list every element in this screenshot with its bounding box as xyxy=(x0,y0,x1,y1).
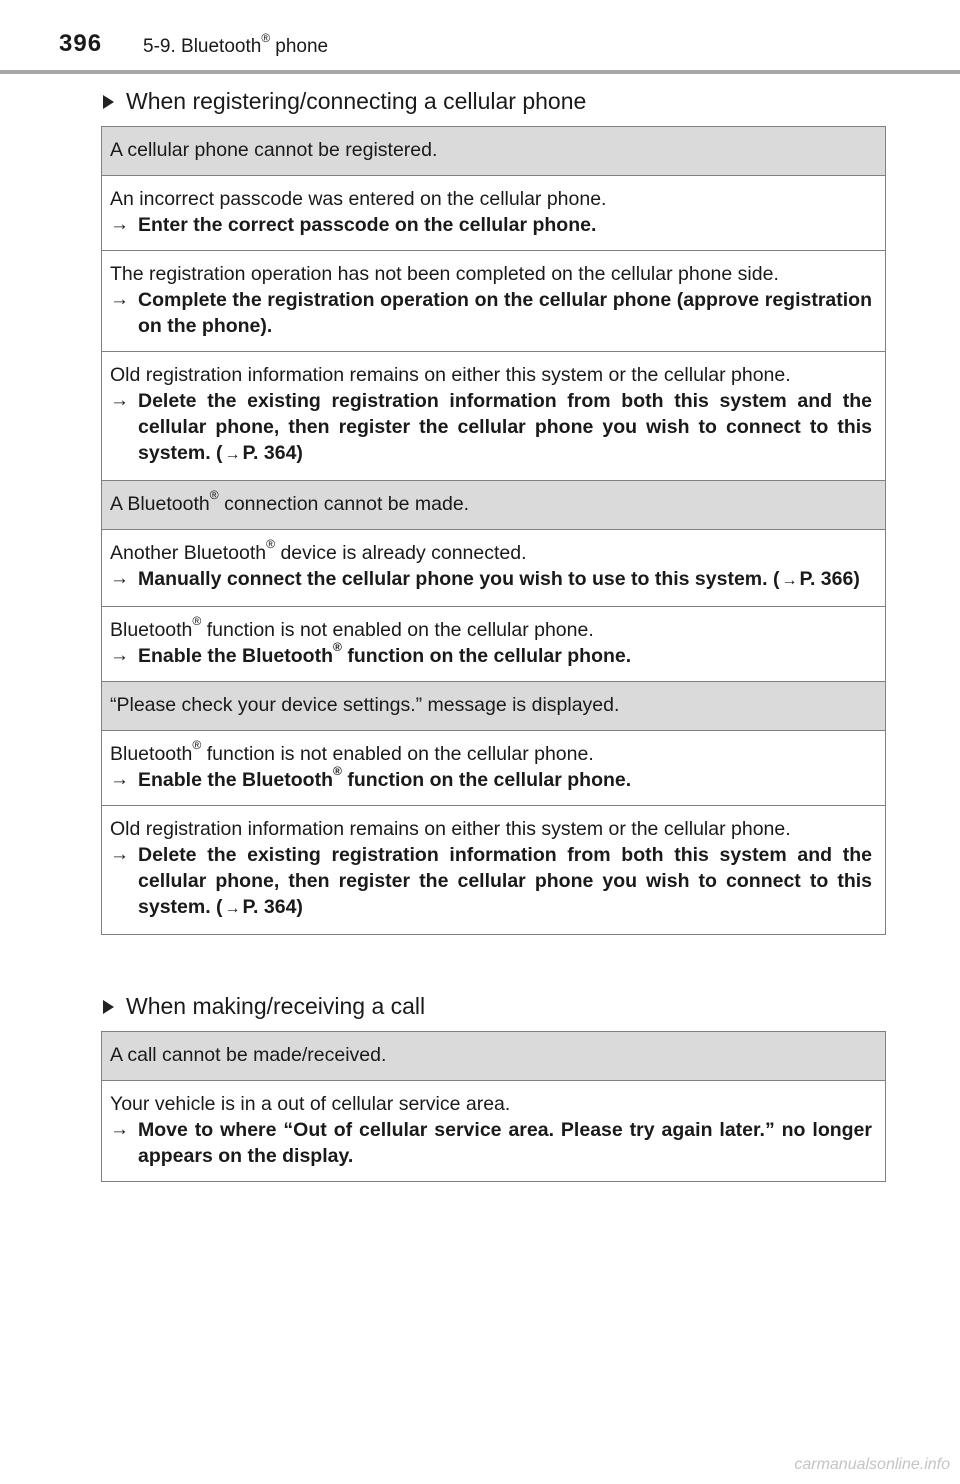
table-row xyxy=(102,530,885,607)
remedy-text: → Enable the Bluetooth® function on the cellular phone. xyxy=(110,640,632,667)
arrow-right-icon: → xyxy=(110,214,129,235)
remedy-text: → Complete the registration operation on the cellular phone (approve registration on the phone). xyxy=(110,289,872,337)
table-row xyxy=(102,731,885,806)
page-reference[interactable]: P. 364) xyxy=(242,896,303,918)
cause-text: Old registration information remains on either this system or the cellular phone. xyxy=(110,818,791,840)
troubleshoot-table-registering xyxy=(101,126,886,935)
header-rule xyxy=(0,70,960,74)
remedy-text: → Delete the existing registration information from both this system and the cellular phone, then register the cellular phone you wish to connect to this system. ( → P. 364) xyxy=(110,390,872,464)
table-heading: A cellular phone cannot be registered. xyxy=(102,127,885,176)
table-row xyxy=(102,806,885,934)
arrow-right-icon: → xyxy=(110,645,129,666)
page-reference[interactable]: P. 366) xyxy=(799,568,860,590)
table-row xyxy=(102,607,885,682)
troubleshoot-table-calls xyxy=(101,1031,886,1182)
table-heading: A Bluetooth® connection cannot be made. xyxy=(102,481,885,530)
cause-text: Bluetooth® function is not enabled on the cellular phone. xyxy=(110,614,594,641)
remedy-text: → Enter the correct passcode on the cellular phone. xyxy=(110,214,597,236)
page-header xyxy=(0,0,960,74)
arrow-right-icon: → xyxy=(110,568,129,589)
cause-text: Old registration information remains on either this system or the cellular phone. xyxy=(110,364,791,386)
table-row xyxy=(102,352,885,481)
table-row xyxy=(102,251,885,352)
arrow-right-icon: → xyxy=(781,572,798,589)
remedy-text: → Move to where “Out of cellular service area. Please try again later.” no longer appears on the display. xyxy=(110,1119,872,1167)
arrow-right-icon: → xyxy=(224,900,241,917)
table-row xyxy=(102,176,885,251)
cause-text: The registration operation has not been completed on the cellular phone side. xyxy=(110,263,779,285)
section-heading-registering: When registering/connecting a cellular phone xyxy=(103,88,586,115)
arrow-right-icon: → xyxy=(110,1119,129,1140)
table-heading: “Please check your device settings.” message is displayed. xyxy=(102,682,885,731)
arrow-right-icon: → xyxy=(110,844,129,865)
remedy-text: → Delete the existing registration information from both this system and the cellular phone, then register the cellular phone you wish to connect to this system. ( → P. 364) xyxy=(110,844,872,918)
table-row xyxy=(102,1081,885,1181)
arrow-right-icon: → xyxy=(110,390,129,411)
triangle-right-icon xyxy=(103,1000,114,1014)
cause-text: Bluetooth® function is not enabled on the cellular phone. xyxy=(110,738,594,765)
arrow-right-icon: → xyxy=(110,289,129,310)
remedy-text: → Enable the Bluetooth® function on the cellular phone. xyxy=(110,764,632,791)
watermark: carmanualsonline.info xyxy=(794,1456,950,1473)
page-number: 396 xyxy=(59,30,103,57)
arrow-right-icon: → xyxy=(110,769,129,790)
cause-text: An incorrect passcode was entered on the cellular phone. xyxy=(110,188,607,210)
table-heading: A call cannot be made/received. xyxy=(102,1032,885,1081)
section-heading-calls: When making/receiving a call xyxy=(103,993,425,1020)
remedy-text: → Manually connect the cellular phone you wish to use to this system. ( → P. 366) xyxy=(110,568,860,590)
section-title: 5-9. Bluetooth® phone xyxy=(143,31,329,57)
cause-text: Another Bluetooth® device is already connected. xyxy=(110,537,527,564)
arrow-right-icon: → xyxy=(224,446,241,463)
cause-text: Your vehicle is in a out of cellular service area. xyxy=(110,1093,511,1115)
page-reference[interactable]: P. 364) xyxy=(242,442,303,464)
triangle-right-icon xyxy=(103,95,114,109)
